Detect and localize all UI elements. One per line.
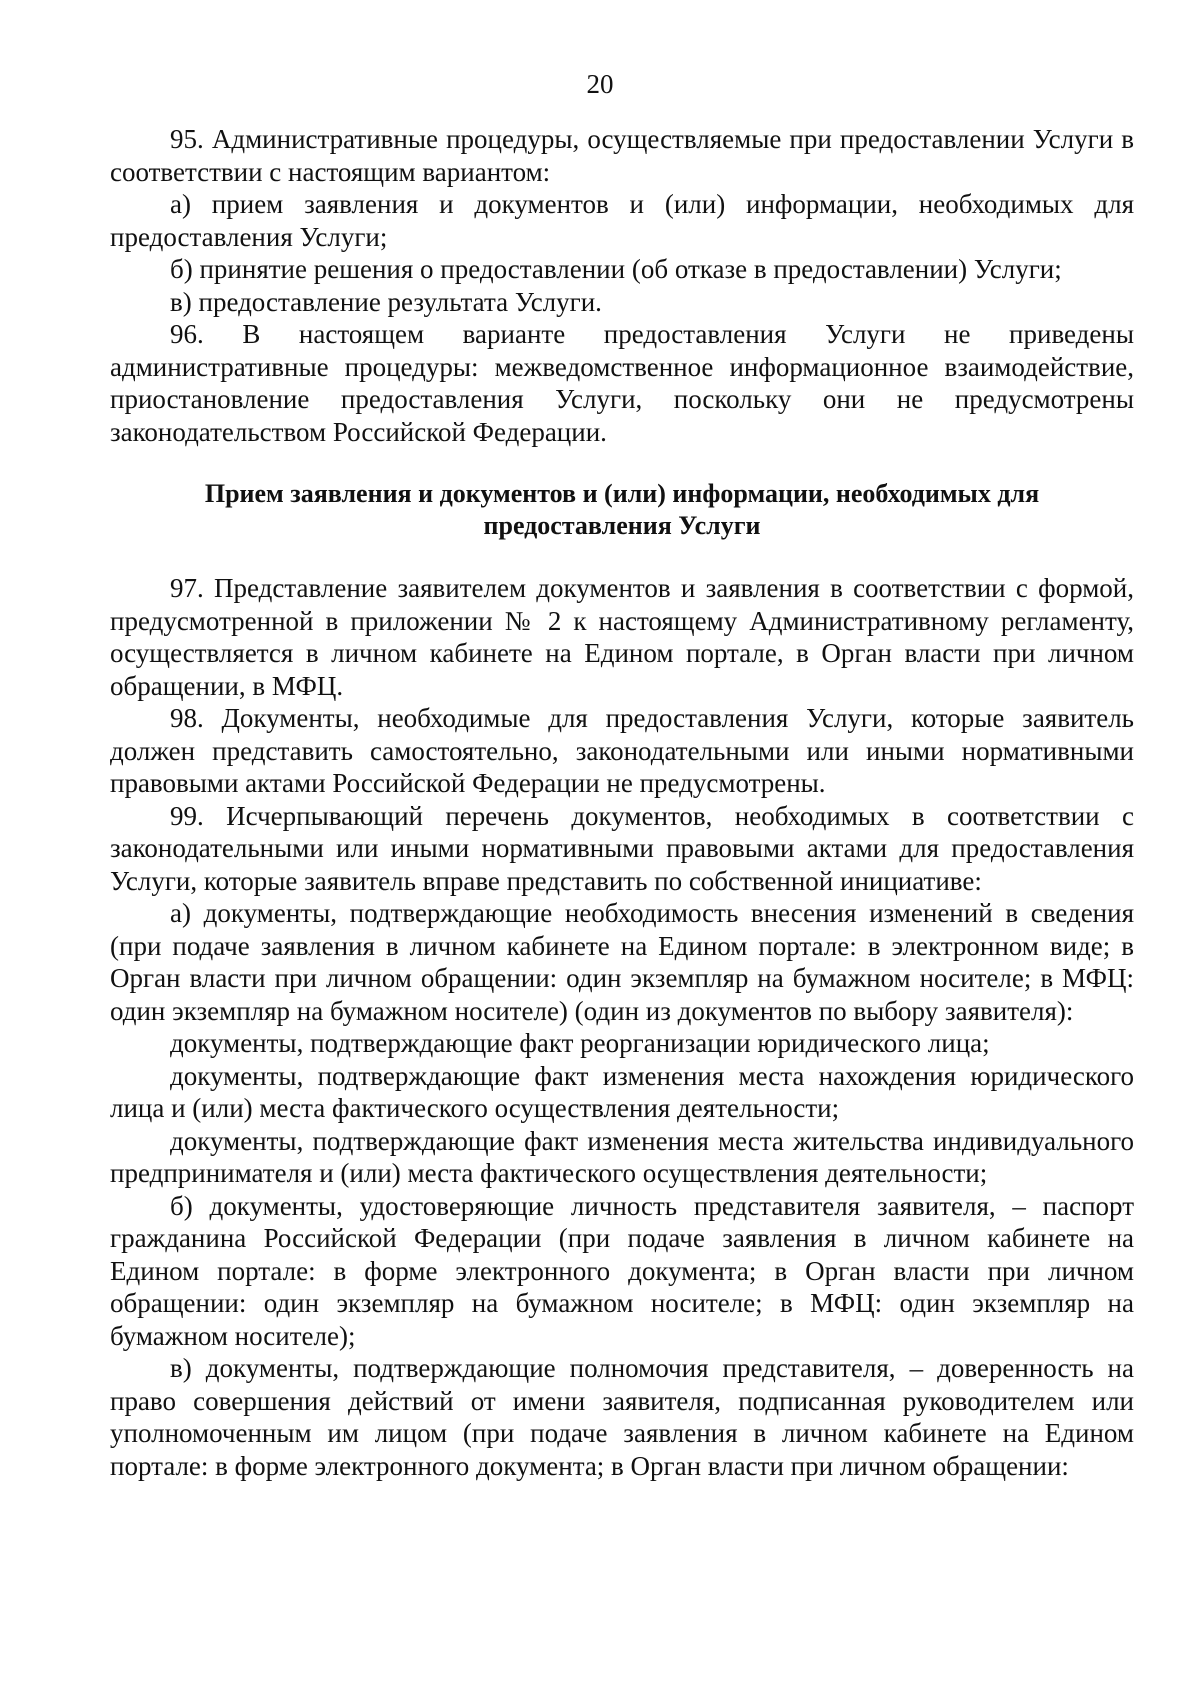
paragraph-99-item-v: в) документы, подтверждающие полномочия представителя, – доверенность на право совершения действий от имени заявителя, подписанная руководителем или уполномоченным им лицом (при подаче заявления в личном кабинете на Едином портале: в форме электронного документа; в Орган власти при личном обращении: [110,1353,1134,1481]
document-body [110,123,1134,1482]
paragraph-99-item-a-doc-3: документы, подтверждающие факт изменения места жительства индивидуального предпринимателя и (или) места фактического осуществления деятельности; [110,1125,1134,1188]
paragraph-99-item-a: а) документы, подтверждающие необходимость внесения изменений в сведения (при подаче заявления в личном кабинете на Едином портале: в электронном виде; в Орган власти при личном обращении: один экземпляр на бумажном носителе; в МФЦ: один экземпляр на бумажном носителе) (один из документов по выбору заявителя): [110,898,1134,1026]
paragraph-99-item-a-doc-2: документы, подтверждающие факт изменения места нахождения юридического лица и (или) места фактического осуществления деятельности; [110,1060,1134,1123]
page-number: 20 [586,69,614,99]
paragraph-99: 99. Исчерпывающий перечень документов, необходимых в соответствии с законодательными или иными нормативными правовыми актами для предоставления Услуги, которые заявитель вправе представить по собственной инициативе: [110,800,1134,896]
paragraph-99-item-b: б) документы, удостоверяющие личность представителя заявителя, – паспорт гражданина Российской Федерации (при подаче заявления в личном кабинете на Едином портале: в форме электронного документа; в Орган власти при личном обращении: один экземпляр на бумажном носителе; в МФЦ: один экземпляр на бумажном носителе); [110,1190,1134,1351]
paragraph-95-item-a: а) прием заявления и документов и (или) информации, необходимых для предоставления Услуги; [110,189,1134,252]
paragraph-98: 98. Документы, необходимые для предоставления Услуги, которые заявитель должен представить самостоятельно, законодательными или иными нормативными правовыми актами Российской Федерации не предусмотрены. [110,703,1134,798]
section-heading: Прием заявления и документов и (или) информации, необходимых для предоставления Услуги [204,479,1040,540]
paragraph-95-item-v: в) предоставление результата Услуги. [170,286,602,317]
paragraph-99-item-a-doc-1: документы, подтверждающие факт реорганизации юридического лица; [170,1028,990,1058]
paragraph-95-item-b: б) принятие решения о предоставлении (об отказе в предоставлении) Услуги; [170,254,1062,284]
paragraph-97: 97. Представление заявителем документов и заявления в соответствии с формой, предусмотренной в приложении № 2 к настоящему Административному регламенту, осуществляется в личном кабинете на Едином портале, в Орган власти при личном обращении, в МФЦ. [110,573,1134,701]
paragraph-96: 96. В настоящем варианте предоставления Услуги не приведены административные процедуры: межведомственное информационное взаимодействие, приостановление предоставления Услуги, поскольку они не предусмотрены законодательством Российской Федерации. [110,319,1134,447]
paragraph-95: 95. Административные процедуры, осуществляемые при предоставлении Услуги в соответствии с настоящим вариантом: [110,124,1134,187]
